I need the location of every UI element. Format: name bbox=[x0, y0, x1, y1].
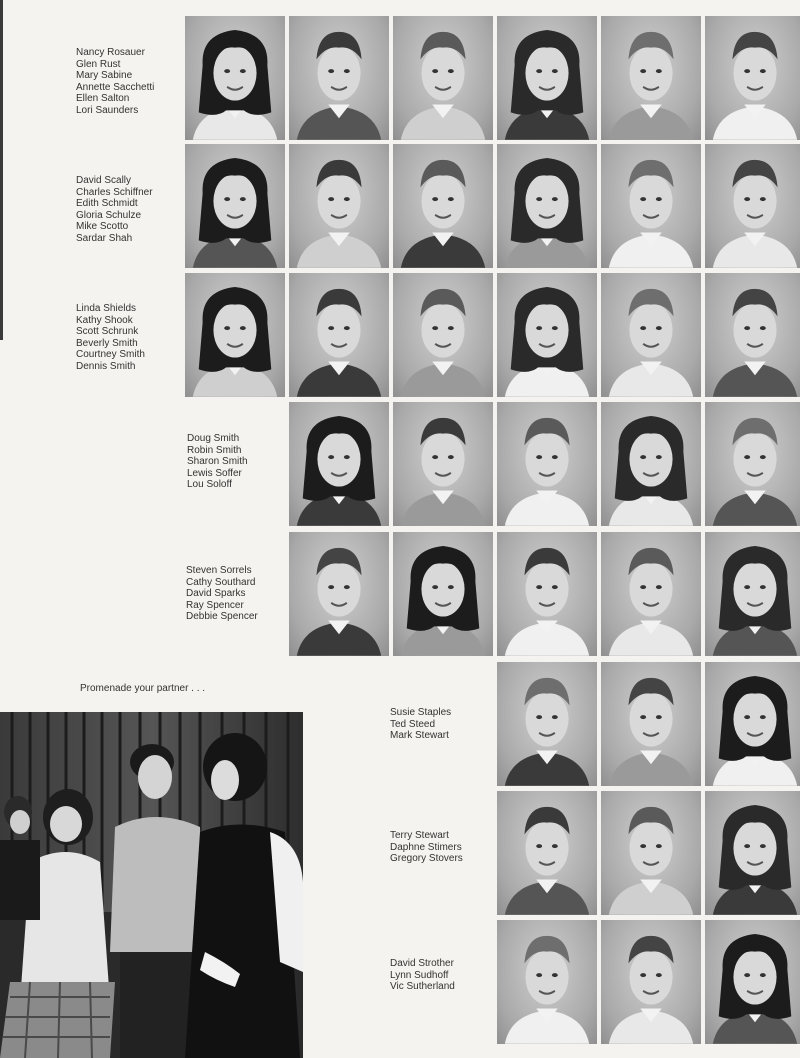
student-portrait bbox=[496, 531, 598, 657]
student-portrait bbox=[600, 790, 702, 916]
student-portrait bbox=[496, 272, 598, 398]
student-name: Doug Smith bbox=[187, 433, 240, 444]
student-portrait bbox=[600, 272, 702, 398]
student-portrait bbox=[496, 401, 598, 527]
student-portrait bbox=[392, 531, 494, 657]
student-name: Lynn Sudhoff bbox=[390, 969, 449, 981]
student-name: Daphne Stimers bbox=[390, 841, 462, 853]
student-name: Annette Sacchetti bbox=[76, 81, 155, 93]
student-portrait bbox=[184, 15, 286, 141]
student-portrait bbox=[392, 15, 494, 141]
student-portrait bbox=[600, 143, 702, 269]
student-portrait bbox=[392, 143, 494, 269]
student-portrait bbox=[496, 919, 598, 1045]
name-list-row-4 bbox=[187, 433, 248, 491]
student-name: Sardar Shah bbox=[76, 232, 133, 244]
student-portrait bbox=[600, 15, 702, 141]
student-name: Edith Schmidt bbox=[76, 198, 138, 210]
student-portrait bbox=[600, 401, 702, 527]
student-name: Lori Saunders bbox=[76, 104, 139, 116]
student-name: Mark Stewart bbox=[390, 730, 449, 742]
student-name: Gregory Stovers bbox=[390, 853, 463, 865]
name-list-row-3 bbox=[76, 303, 145, 373]
student-name: Mike Scotto bbox=[76, 221, 129, 233]
name-list-row-2 bbox=[76, 175, 153, 245]
student-portrait bbox=[704, 919, 800, 1045]
student-name: Courtney Smith bbox=[76, 349, 145, 361]
student-portrait bbox=[496, 143, 598, 269]
student-name: Ray Spencer bbox=[186, 599, 244, 611]
student-name: Beverly Smith bbox=[76, 337, 138, 349]
student-name: Vic Sutherland bbox=[390, 981, 455, 993]
student-portrait bbox=[392, 272, 494, 398]
student-portrait bbox=[288, 531, 390, 657]
student-name: Ellen Salton bbox=[76, 93, 130, 105]
student-name: Mary Sabine bbox=[76, 70, 133, 82]
student-name: Charles Schiffner bbox=[76, 186, 153, 198]
student-name: Linda Shields bbox=[76, 303, 137, 314]
student-portrait bbox=[496, 790, 598, 916]
student-name: Robin Smith bbox=[187, 444, 242, 456]
student-name: David Strother bbox=[390, 958, 454, 969]
student-name: Scott Schrunk bbox=[76, 326, 139, 338]
student-name: Nancy Rosauer bbox=[76, 47, 145, 58]
student-name: David Sparks bbox=[186, 588, 246, 600]
student-name: Ted Steed bbox=[390, 718, 436, 730]
student-name: Lou Soloff bbox=[187, 479, 232, 491]
student-name: Susie Staples bbox=[390, 707, 452, 718]
candid-dance-photo bbox=[0, 712, 303, 1058]
student-portrait bbox=[704, 790, 800, 916]
student-name: Dennis Smith bbox=[76, 360, 136, 372]
student-name: David Scally bbox=[76, 175, 132, 186]
student-name: Terry Stewart bbox=[390, 830, 449, 841]
student-portrait bbox=[288, 401, 390, 527]
student-name: Gloria Schulze bbox=[76, 209, 142, 221]
student-portrait bbox=[184, 272, 286, 398]
name-list-row-7 bbox=[390, 830, 463, 865]
name-list-row-8 bbox=[390, 958, 455, 993]
student-portrait bbox=[184, 143, 286, 269]
student-name: Kathy Shook bbox=[76, 314, 133, 326]
student-portrait bbox=[704, 15, 800, 141]
student-name: Cathy Southard bbox=[186, 576, 256, 588]
student-portrait bbox=[288, 15, 390, 141]
name-list-row-5 bbox=[186, 565, 258, 623]
student-portrait bbox=[288, 143, 390, 269]
student-portrait bbox=[704, 143, 800, 269]
student-portrait bbox=[496, 661, 598, 787]
student-portrait bbox=[600, 661, 702, 787]
student-portrait bbox=[704, 661, 800, 787]
student-name: Glen Rust bbox=[76, 58, 121, 70]
candid-photo-caption: Promenade your partner . . . bbox=[80, 683, 206, 694]
student-name: Sharon Smith bbox=[187, 456, 248, 468]
page-edge-shadow bbox=[0, 0, 3, 340]
student-portrait bbox=[288, 272, 390, 398]
student-name: Debbie Spencer bbox=[186, 611, 258, 623]
name-list-row-1 bbox=[76, 47, 154, 117]
student-name: Steven Sorrels bbox=[186, 565, 252, 576]
student-portrait bbox=[600, 531, 702, 657]
student-portrait bbox=[392, 401, 494, 527]
student-portrait bbox=[704, 272, 800, 398]
student-portrait bbox=[496, 15, 598, 141]
student-portrait bbox=[704, 401, 800, 527]
name-list-row-6 bbox=[390, 707, 451, 742]
student-portrait bbox=[704, 531, 800, 657]
student-name: Lewis Soffer bbox=[187, 467, 242, 479]
student-portrait bbox=[600, 919, 702, 1045]
